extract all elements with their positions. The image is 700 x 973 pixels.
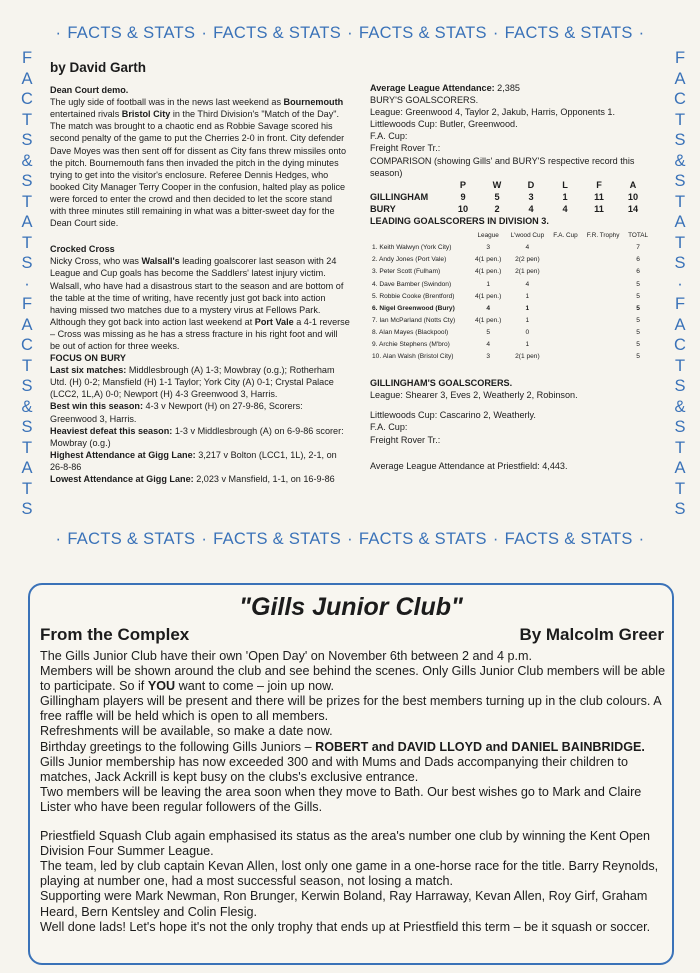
right-column bbox=[370, 82, 664, 472]
emphasis: YOU bbox=[147, 679, 176, 694]
paragraph: Well done lads! Let's hope it's not the only trophy that ends up at Priestfield this term – be it squash or soccer. bbox=[40, 919, 651, 934]
junior-club-subtitle: From the Complex bbox=[40, 625, 190, 644]
side-letter: T bbox=[21, 192, 33, 211]
side-letter: C bbox=[674, 336, 686, 354]
cell: 5 bbox=[636, 316, 640, 324]
side-letter: T bbox=[674, 479, 686, 498]
side-letter: T bbox=[21, 479, 33, 498]
crocked-cross-text bbox=[50, 255, 350, 352]
text: Birthday greetings to the following Gills Juniors – bbox=[40, 739, 316, 754]
paragraph: Gills Junior membership has now exceeded 300 and with Mums and Dads accompanying their children to matches, Jack Ackrill is kept busy on the clubs's exclusive entrance. bbox=[40, 754, 629, 784]
paragraph: Two members will be leaving the area soon when they move to Bath. Our best wishes go to Mark and Claire Lister who have been regular followers of the Gills. bbox=[40, 784, 642, 814]
cell: 3 bbox=[486, 244, 490, 252]
leading-scorer-row bbox=[370, 279, 652, 291]
cell: 2(2 pen) bbox=[515, 256, 540, 264]
side-letter: · bbox=[24, 274, 30, 293]
cell: 4 bbox=[528, 203, 534, 214]
comparison-header-row bbox=[370, 179, 650, 191]
cell bbox=[370, 179, 446, 191]
cell: 4(1 pen.) bbox=[474, 316, 502, 324]
left-side-strip bbox=[18, 48, 36, 520]
cell: W bbox=[492, 179, 502, 190]
cell: P bbox=[459, 179, 467, 190]
cell bbox=[549, 327, 582, 339]
cell: 5 bbox=[486, 328, 490, 336]
gills-league-scorers: League: Shearer 3, Eves 2, Weatherly 2, Robinson. bbox=[370, 390, 578, 401]
cell: 6 bbox=[636, 268, 640, 276]
junior-names: ROBERT and DAVID LLOYD and DANIEL BAINBRIDGE. bbox=[315, 739, 645, 754]
leading-scorer-row bbox=[370, 303, 652, 315]
paragraph bbox=[40, 664, 668, 694]
cell: 5 bbox=[636, 340, 640, 348]
highest-attendance bbox=[50, 449, 350, 473]
side-letter: A bbox=[674, 213, 686, 231]
side-letter: F bbox=[674, 295, 686, 313]
cell: 5 bbox=[494, 191, 500, 202]
cell: League bbox=[477, 232, 499, 240]
side-letter: F bbox=[21, 295, 33, 313]
side-letter: S bbox=[674, 172, 686, 190]
value: 1-3 v Middlesbrough (A) on 6-9-86 scorer: Mowbray (o.g.) bbox=[50, 425, 344, 448]
side-letter: T bbox=[674, 438, 686, 457]
leading-scorer-row bbox=[370, 351, 652, 363]
cell: 1 bbox=[525, 304, 530, 312]
cell: 6. Nigel Greenwood (Bury) bbox=[372, 304, 455, 312]
cell: 7 bbox=[636, 244, 640, 252]
cell bbox=[549, 266, 582, 278]
cell: F bbox=[596, 179, 602, 190]
cell bbox=[549, 303, 582, 315]
text: a 4-1 reverse – Cross was missing as he has a stress fracture in his right foot and will be out of action for three weeks. bbox=[50, 316, 350, 351]
cell: GILLINGHAM bbox=[370, 191, 429, 202]
side-letter: C bbox=[674, 90, 686, 108]
text: The ugly side of football was in the news last weekend as bbox=[50, 97, 284, 108]
side-letter: & bbox=[674, 151, 686, 170]
bury-littlewoods-scorers: Littlewoods Cup: Butler, Greenwood. bbox=[370, 119, 518, 130]
average-attendance bbox=[370, 82, 664, 94]
cell bbox=[549, 315, 582, 327]
paragraph: Refreshments will be available, so make a date now. bbox=[40, 724, 333, 739]
gills-fa-cup: F.A. Cup: bbox=[370, 422, 408, 433]
cell: 2. Andy Jones (Port Vale) bbox=[372, 256, 447, 264]
leading-scorers-header-row bbox=[370, 230, 652, 242]
facts-columns bbox=[50, 62, 662, 532]
bury-freight-rover: Freight Rover Tr.: bbox=[370, 143, 441, 154]
side-letter: T bbox=[21, 356, 33, 375]
junior-club-header bbox=[40, 625, 664, 645]
side-letter: S bbox=[674, 254, 686, 272]
cell: 4. Dave Bamber (Swindon) bbox=[372, 280, 452, 288]
label: Last six matches: bbox=[50, 365, 127, 376]
text: leading goalscorer last season with 24 League and Cup goals has become the Saddlers' latest injury victim. Walsall, who have had a disastrous start to the season and are bottom of the table at the time of writing, have recently just got back into action having missed two matches due to a mystery virus at Fellows Park. Although they got back into action last weekend at bbox=[50, 256, 344, 327]
text: Members will be shown around the club and see behind the scenes. Only Gills Junior Club members will be able to participate. So if bbox=[40, 664, 666, 694]
banner-separator: · bbox=[55, 530, 62, 548]
banner-separator: · bbox=[492, 530, 499, 548]
side-letter: A bbox=[21, 315, 33, 334]
cell: 5 bbox=[636, 292, 640, 300]
text: entertained rivals bbox=[50, 109, 122, 120]
cell: 4 bbox=[562, 203, 568, 214]
side-letter: A bbox=[674, 315, 686, 334]
leading-scorers-table bbox=[370, 230, 652, 363]
focus-on-bury-heading: FOCUS ON BURY bbox=[50, 353, 126, 364]
cell bbox=[549, 254, 582, 266]
cell: 1 bbox=[486, 280, 490, 288]
leading-scorer-row bbox=[370, 254, 652, 266]
cell: 4(1 pen.) bbox=[474, 268, 502, 276]
banner-text: FACTS & STATS bbox=[213, 530, 342, 548]
dean-court-text bbox=[50, 96, 350, 229]
cell bbox=[549, 242, 582, 254]
side-letter: S bbox=[674, 500, 686, 518]
leading-scorer-row bbox=[370, 339, 652, 351]
cell: 4 bbox=[525, 244, 530, 252]
cell: 14 bbox=[627, 203, 639, 214]
cell: 7. Ian McParland (Notts Cty) bbox=[372, 316, 456, 324]
gills-scorers-heading: GILLINGHAM'S GOALSCORERS. bbox=[370, 378, 513, 389]
text: Nicky Cross, who was bbox=[50, 256, 142, 267]
comparison-row-gillingham bbox=[370, 191, 650, 203]
lowest-attendance bbox=[50, 473, 350, 485]
paragraph: Gillingham players will be present and there will be prizes for the best members turning up in the club colours. A free raffle will be held which is open to all members. bbox=[40, 694, 661, 724]
cell: L'wood Cup bbox=[510, 232, 545, 240]
side-letter: F bbox=[21, 49, 33, 67]
side-letter: T bbox=[674, 356, 686, 375]
banner-separator: · bbox=[492, 24, 499, 42]
cell: F.A. Cup bbox=[553, 232, 578, 240]
cell: 3 bbox=[528, 191, 534, 202]
side-letter: T bbox=[674, 233, 686, 252]
side-letter: C bbox=[21, 90, 33, 108]
cell bbox=[582, 291, 624, 303]
text: want to come – join up now. bbox=[175, 679, 335, 694]
cell: 1 bbox=[525, 340, 530, 348]
paragraph: Priestfield Squash Club again emphasised its status as the area's number one club by winning the Kent Open Division Four Summer League. bbox=[40, 829, 651, 859]
cell: 4 bbox=[525, 280, 530, 288]
banner-separator: · bbox=[201, 24, 208, 42]
cell: 1 bbox=[562, 191, 568, 202]
bury-fa-cup: F.A. Cup: bbox=[370, 131, 408, 142]
best-win bbox=[50, 400, 350, 424]
cell: 4(1 pen.) bbox=[474, 256, 502, 264]
label: Lowest Attendance at Gigg Lane: bbox=[50, 474, 194, 484]
left-column bbox=[50, 62, 350, 485]
gills-average-attendance: Average League Attendance at Priestfield: 4,443. bbox=[370, 460, 568, 471]
gills-littlewoods-scorers: Littlewoods Cup: Cascarino 2, Weatherly. bbox=[370, 410, 536, 421]
cell bbox=[582, 339, 624, 351]
side-letter: A bbox=[674, 69, 686, 88]
cell: 1. Keith Walwyn (York City) bbox=[372, 244, 452, 252]
cell: 2 bbox=[494, 203, 500, 214]
cell: 5 bbox=[636, 328, 640, 336]
leading-scorer-row bbox=[370, 266, 652, 278]
cell bbox=[549, 351, 582, 363]
value: Middlesbrough (A) 1-3; Mowbray (o.g.); Rotherham Utd. (H) 0-2; Mansfield (H) 1-1 Taylor; York City (A) 0-1; Crystal Palace (LCC2, 1L,A) 0-0; Newport (H) 4-3 Greenwood 3, Harris. bbox=[50, 365, 335, 400]
cell: 5 bbox=[636, 353, 640, 361]
cell bbox=[582, 279, 624, 291]
side-letter: S bbox=[21, 131, 33, 149]
cell: 11 bbox=[594, 191, 604, 202]
junior-club-body bbox=[40, 649, 668, 935]
leading-scorer-row bbox=[370, 242, 652, 254]
cell: 4 bbox=[486, 340, 490, 348]
side-letter: S bbox=[674, 377, 686, 395]
junior-club-box bbox=[28, 583, 674, 965]
cell: F.R. Trophy bbox=[586, 232, 620, 240]
cell: 2(1 pen) bbox=[515, 268, 540, 276]
leading-scorer-row bbox=[370, 327, 652, 339]
bury-league-scorers: League: Greenwood 4, Taylor 2, Jakub, Harris, Opponents 1. bbox=[370, 107, 616, 118]
label: Heaviest defeat this season: bbox=[50, 425, 173, 436]
text: in the Third Division's "Match of the Day". The match was brought to a chaotic end as Robbie Savage scored his second penalty of the game to put the Cherries 2-0 in front. City defender Dave Moyes was then sent off for dissent as City fans threw missiles onto the pitch. Bournemouth fans then invaded the pitch in the dying minutes trying to get into the visitor's enclosure. Referee Dennis Hedges, who booked City Manager Terry Cooper in the confusion, halted play as police were forced to enter the crowd and then decided to let the score stand with three minutes still remaining in what was a bitter-sweet day for the Dean Court side. bbox=[50, 109, 347, 229]
junior-club-author: By Malcolm Greer bbox=[519, 625, 664, 644]
cell: 0 bbox=[525, 328, 530, 336]
value: 3,217 v Bolton (LCC1, 1L), 2-1, on 26-8-86 bbox=[50, 449, 337, 472]
team-name: Walsall's bbox=[141, 256, 180, 267]
cell: 11 bbox=[594, 203, 604, 214]
side-letter: T bbox=[21, 233, 33, 252]
cell: TOTAL bbox=[628, 232, 649, 240]
leading-scorers-heading: LEADING GOALSCORERS IN DIVISION 3. bbox=[370, 216, 549, 227]
team-name: Port Vale bbox=[254, 316, 294, 327]
side-letter: S bbox=[21, 418, 33, 436]
side-letter: T bbox=[21, 438, 33, 457]
cell bbox=[370, 230, 471, 242]
banner-separator: · bbox=[638, 530, 645, 548]
value: 2,385 bbox=[494, 83, 520, 93]
side-letter: T bbox=[674, 110, 686, 129]
bottom-banner bbox=[0, 530, 700, 552]
cell: 4 bbox=[486, 304, 490, 312]
cell: 2(1 pen) bbox=[515, 353, 540, 361]
side-letter: T bbox=[674, 192, 686, 211]
side-letter: A bbox=[674, 459, 686, 477]
leading-scorer-row bbox=[370, 291, 652, 303]
cell: A bbox=[629, 179, 637, 190]
cell bbox=[582, 303, 624, 315]
cell: 9. Archie Stephens (M'bro) bbox=[372, 340, 450, 348]
banner-separator: · bbox=[347, 530, 353, 548]
cell: 1 bbox=[525, 292, 530, 300]
cell: 9 bbox=[460, 191, 466, 202]
side-letter: · bbox=[677, 274, 683, 293]
side-letter: S bbox=[21, 172, 33, 190]
junior-club-title: "Gills Junior Club" bbox=[239, 593, 463, 621]
label: Highest Attendance at Gigg Lane: bbox=[50, 449, 196, 460]
cell: 10. Alan Walsh (Bristol City) bbox=[372, 353, 454, 361]
last-six-matches bbox=[50, 364, 350, 400]
banner-text: FACTS & STATS bbox=[358, 24, 487, 42]
paragraph: Supporting were Mark Newman, Ron Brunger, Kerwin Boland, Ray Harraway, Kevan Allen, Roy Girf, Graham Heard, Bern Kentsley and Colin Flesig. bbox=[40, 889, 648, 919]
comparison-table bbox=[370, 179, 650, 215]
cell bbox=[549, 339, 582, 351]
cell: 6 bbox=[636, 256, 640, 264]
side-letter: & bbox=[21, 151, 33, 170]
banner-text: FACTS & STATS bbox=[67, 530, 196, 548]
cell: 3. Peter Scott (Fulham) bbox=[372, 268, 441, 276]
side-letter: S bbox=[21, 500, 33, 518]
label: Average League Attendance: bbox=[370, 83, 495, 93]
cell: 1 bbox=[525, 316, 530, 324]
cell: 5 bbox=[636, 304, 640, 312]
side-letter: S bbox=[21, 254, 33, 272]
side-letter: A bbox=[21, 213, 33, 231]
side-letter: S bbox=[21, 377, 33, 395]
banner-separator: · bbox=[55, 24, 62, 42]
banner-text: FACTS & STATS bbox=[504, 24, 633, 42]
label: Best win this season: bbox=[50, 401, 143, 412]
side-letter: & bbox=[674, 397, 686, 416]
cell: 5 bbox=[636, 280, 640, 288]
side-letter: F bbox=[674, 49, 686, 67]
team-name: Bournemouth bbox=[283, 97, 344, 108]
cell bbox=[582, 327, 624, 339]
banner-text: FACTS & STATS bbox=[67, 24, 196, 42]
heaviest-defeat bbox=[50, 425, 350, 449]
cell bbox=[582, 266, 624, 278]
paragraph: The team, led by club captain Kevan Allen, lost only one game in a one-horse race for the title. Barry Reynolds, playing at number one, had a most successful season, not losing a match. bbox=[40, 859, 659, 889]
cell: 4(1 pen.) bbox=[474, 292, 502, 300]
value: 4-3 v Newport (H) on 27-9-86, Scorers: Greenwood 3, Harris. bbox=[50, 401, 303, 424]
right-side-strip bbox=[671, 48, 689, 520]
cell: 8. Alan Mayes (Blackpool) bbox=[372, 328, 449, 336]
side-letter: S bbox=[674, 131, 686, 149]
value: 2,023 v Mansfield, 1-1, on 16-9-86 bbox=[193, 474, 335, 484]
comparison-row-bury bbox=[370, 203, 650, 215]
byline: by David Garth bbox=[50, 60, 147, 75]
cell: 3 bbox=[486, 353, 490, 361]
cell: 10 bbox=[627, 191, 639, 202]
banner-separator: · bbox=[347, 24, 353, 42]
dean-court-heading: Dean Court demo. bbox=[50, 85, 129, 96]
cell bbox=[549, 291, 582, 303]
side-letter: C bbox=[21, 336, 33, 354]
side-letter: A bbox=[21, 459, 33, 477]
cell: L bbox=[562, 179, 568, 190]
crocked-cross-heading: Crocked Cross bbox=[50, 244, 115, 255]
leading-scorer-row bbox=[370, 315, 652, 327]
banner-separator: · bbox=[638, 24, 645, 42]
banner-text: FACTS & STATS bbox=[213, 24, 342, 42]
team-name: Bristol City bbox=[121, 109, 171, 120]
paragraph: The Gills Junior Club have their own 'Open Day' on November 6th between 2 and 4 p.m. bbox=[40, 649, 533, 663]
banner-separator: · bbox=[201, 530, 208, 548]
cell bbox=[582, 242, 624, 254]
side-letter: & bbox=[21, 397, 33, 416]
side-letter: A bbox=[21, 69, 33, 88]
cell: 10 bbox=[457, 203, 469, 214]
cell: 5. Robbie Cooke (Brentford) bbox=[372, 292, 455, 300]
banner-text: FACTS & STATS bbox=[358, 530, 487, 548]
cell: BURY bbox=[370, 203, 396, 214]
top-banner bbox=[0, 24, 700, 46]
gills-freight-rover: Freight Rover Tr.: bbox=[370, 434, 441, 445]
cell bbox=[582, 315, 624, 327]
banner-text: FACTS & STATS bbox=[504, 530, 633, 548]
comparison-heading: COMPARISON (showing Gills' and BURY'S respective record this season) bbox=[370, 155, 635, 178]
cell bbox=[582, 254, 624, 266]
cell bbox=[582, 351, 624, 363]
side-letter: S bbox=[674, 418, 686, 436]
cell bbox=[549, 279, 582, 291]
side-letter: T bbox=[21, 110, 33, 129]
bury-scorers-heading: BURY'S GOALSCORERS. bbox=[370, 95, 479, 106]
paragraph bbox=[40, 740, 668, 755]
cell: D bbox=[527, 179, 535, 190]
